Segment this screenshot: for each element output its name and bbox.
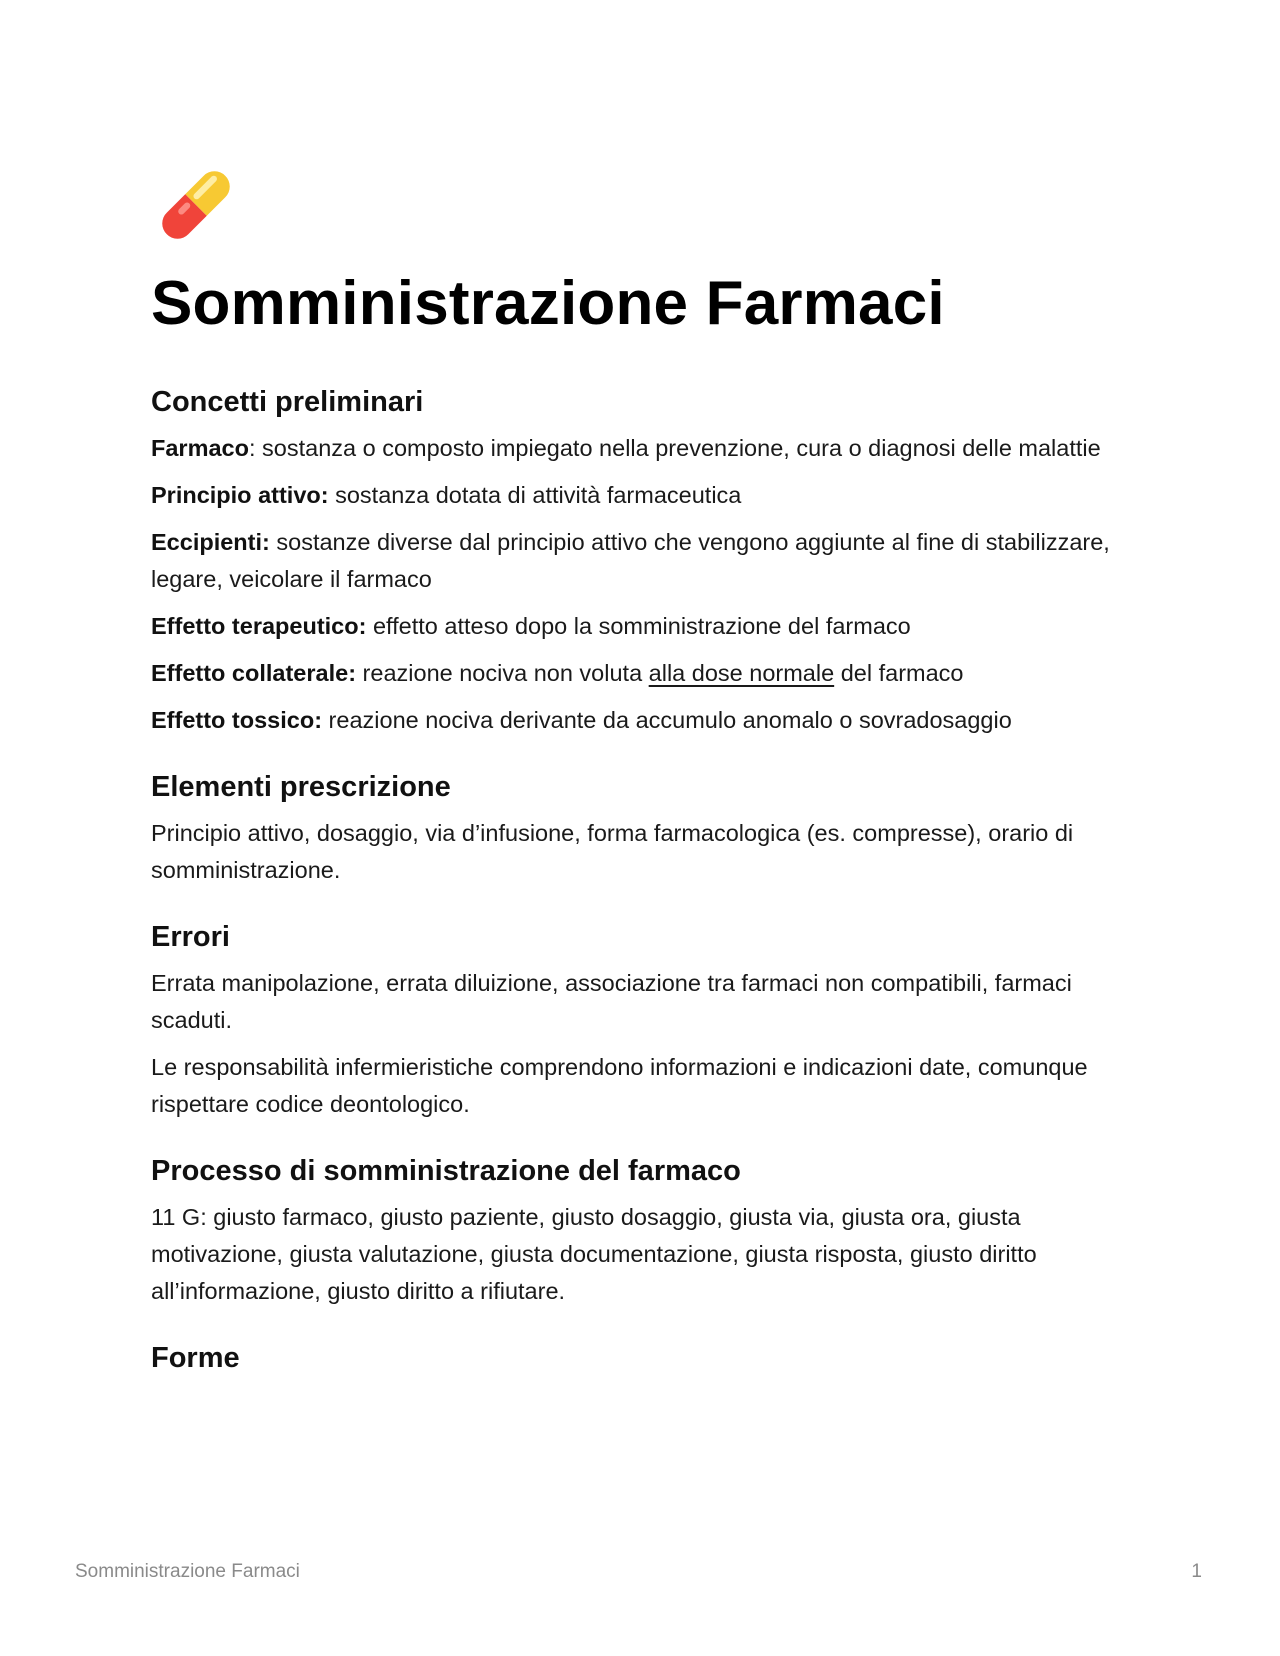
section-heading-elementi-prescrizione: Elementi prescrizione bbox=[151, 771, 451, 803]
definition-effetto-tossico bbox=[151, 702, 1121, 739]
footer-document-title: Somministrazione Farmaci bbox=[75, 1561, 300, 1582]
page-title: Somministrazione Farmaci bbox=[151, 269, 945, 338]
footer-page-number: 1 bbox=[1191, 1561, 1202, 1582]
term-effetto-terapeutico: Effetto terapeutico: bbox=[151, 613, 367, 639]
underlined-text: alla dose normale bbox=[648, 660, 835, 686]
section-heading-processo: Processo di somministrazione del farmaco bbox=[151, 1155, 741, 1187]
definition-eccipienti bbox=[151, 524, 1121, 598]
paragraph: 11 G: giusto farmaco, giusto paziente, giusto dosaggio, giusta via, giusta ora, giusta motivazione, giusta valutazione, giusta documentazione, giusta risposta, giusto diritto all’informazione, giusto diritto a rifiutare. bbox=[151, 1204, 1037, 1304]
definition-text: sostanza dotata di attività farmaceutica bbox=[328, 482, 742, 508]
definition-text: reazione nociva non voluta bbox=[356, 660, 649, 686]
term-effetto-tossico: Effetto tossico: bbox=[151, 707, 323, 733]
paragraph: Principio attivo, dosaggio, via d’infusione, forma farmacologica (es. compresse), orario di somministrazione. bbox=[151, 820, 1074, 883]
definition-effetto-terapeutico bbox=[151, 608, 1121, 645]
document-page bbox=[151, 160, 1121, 1376]
term-effetto-collaterale: Effetto collaterale: bbox=[151, 660, 357, 686]
definition-principio-attivo bbox=[151, 477, 1121, 514]
term-farmaco: Farmaco bbox=[151, 435, 249, 461]
definition-text: del farmaco bbox=[834, 660, 964, 686]
section-heading-forme: Forme bbox=[151, 1342, 240, 1374]
definition-farmaco bbox=[151, 430, 1121, 467]
definition-text: sostanza o composto impiegato nella prevenzione, cura o diagnosi delle malattie bbox=[255, 435, 1101, 461]
term-separator: : bbox=[248, 435, 256, 461]
paragraph: Le responsabilità infermieristiche comprendono informazioni e indicazioni date, comunque rispettare codice deontologico. bbox=[151, 1054, 1088, 1117]
pill-icon bbox=[151, 160, 241, 250]
term-eccipienti: Eccipienti: bbox=[151, 529, 270, 555]
section-heading-concetti: Concetti preliminari bbox=[151, 386, 424, 418]
definition-effetto-collaterale bbox=[151, 655, 1121, 692]
term-principio-attivo: Principio attivo: bbox=[151, 482, 329, 508]
definition-text: sostanze diverse dal principio attivo che vengono aggiunte al fine di stabilizzare, legare, veicolare il farmaco bbox=[151, 529, 1110, 592]
paragraph: Errata manipolazione, errata diluizione, associazione tra farmaci non compatibili, farmaci scaduti. bbox=[151, 970, 1072, 1033]
section-heading-errori: Errori bbox=[151, 921, 230, 953]
definition-text: reazione nociva derivante da accumulo anomalo o sovradosaggio bbox=[322, 707, 1012, 733]
definition-text: effetto atteso dopo la somministrazione del farmaco bbox=[366, 613, 911, 639]
